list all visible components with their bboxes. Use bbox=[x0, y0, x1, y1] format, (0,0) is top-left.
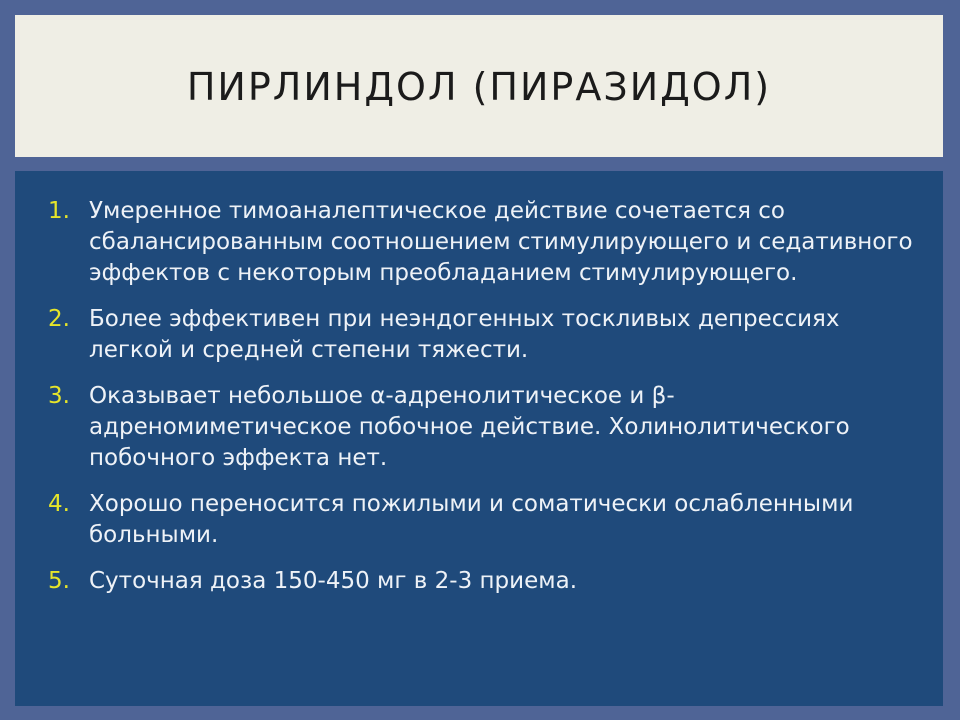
title-panel bbox=[15, 15, 943, 157]
item-text: Хорошо переносится пожилыми и соматически ослабленными больными. bbox=[89, 491, 854, 548]
item-text: Более эффективен при неэндогенных тоскливых депрессиях легкой и средней степени тяжести. bbox=[89, 306, 840, 363]
list-item bbox=[48, 566, 918, 597]
item-text: Оказывает небольшое α-адренолитическое и β-адреномиметическое побочное действие. Холинолитического побочного эффекта нет. bbox=[89, 383, 850, 471]
item-text: Умеренное тимоаналептическое действие сочетается со сбалансированным соотношением стимулирующего и седативного эффектов с некоторым преобладанием стимулирующего. bbox=[89, 198, 913, 286]
numbered-list bbox=[48, 196, 918, 612]
item-number: 1. bbox=[48, 198, 70, 224]
list-item bbox=[48, 196, 918, 289]
item-text: Суточная доза 150-450 мг в 2-3 приема. bbox=[89, 568, 578, 594]
item-number: 3. bbox=[48, 383, 70, 409]
list-item bbox=[48, 489, 918, 551]
item-number: 2. bbox=[48, 306, 70, 332]
list-item bbox=[48, 381, 918, 474]
item-number: 5. bbox=[48, 568, 70, 594]
item-number: 4. bbox=[48, 491, 70, 517]
list-item bbox=[48, 304, 918, 366]
slide-title: ПИРЛИНДОЛ (ПИРАЗИДОЛ) bbox=[186, 65, 772, 109]
content-panel bbox=[15, 171, 943, 706]
